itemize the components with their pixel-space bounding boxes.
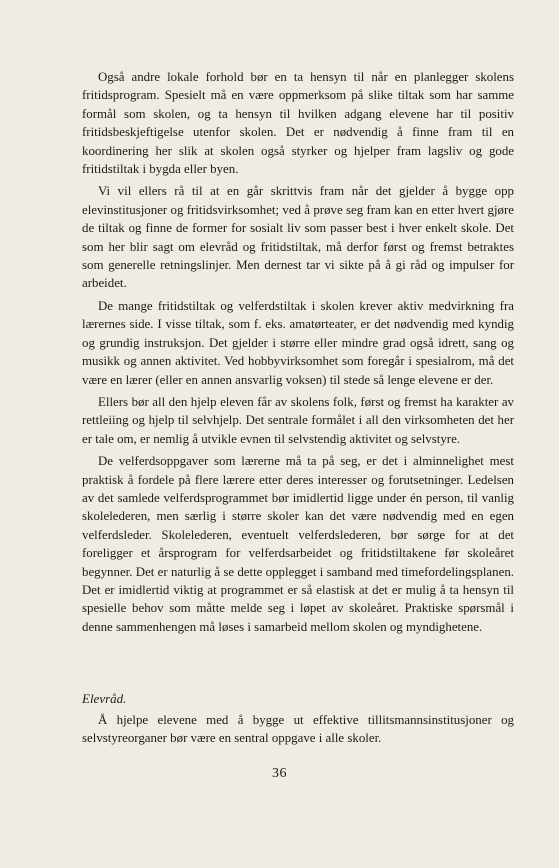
paragraph-2: Vi vil ellers rå til at en går skrittvis fram når det gjelder å bygge opp elevinstitusjoner og fritidsvirksomhet; ved å prøve seg fram kan en etter hvert gjøre de tiltak og finne de former for sosialt liv som passer best i hver enkelt skole. Det som her blir sagt om elevråd og fritidstiltak, må derfor først og fremst betraktes som generelle retningslinjer. Men dernest tar vi sikte på å gi råd og impulser for arbeidet. — [82, 184, 514, 291]
paragraph-3: De mange fritidstiltak og velferdstiltak i skolen krever aktiv medvirkning fra lærernes side. I visse tiltak, som f. eks. amatørteater, er det nødvendig med kyndig og grundig instruksjon. Det gjelder i større eller mindre grad også idrett, sang og musikk og annen aktivitet. Ved hobbyvirksomhet som foregår i spesialrom, må det være en lærer (eller en annen ansvarlig voksen) til stede så lenge elevene er der. — [82, 298, 514, 387]
section-paragraph: Å hjelpe elevene med å bygge ut effektive tillitsmannsinstitusjoner og selvstyreorganer bør være en sentral oppgave i alle skoler. — [82, 713, 514, 746]
page-number: 36 — [272, 766, 287, 781]
body-text — [82, 68, 514, 640]
paragraph-1: Også andre lokale forhold bør en ta hensyn til når en planlegger skolens fritidsprogram. Spesielt må en være oppmerksom på slike tiltak som har samme formål som skolen, og ta hensyn til hvilken adgang elevene har til positiv fritidsbeskjeftigelse utenfor skolen. Det er nødvendig å finne fram til en koordinering her slik at skolen også styrker og hjelper fram lagsliv og gode fritidstiltak i bygda eller byen. — [82, 70, 514, 177]
section-heading: Elevråd. — [82, 691, 127, 706]
paragraph-4: Ellers bør all den hjelp eleven får av skolens folk, først og fremst ha karakter av rettleiing og hjelp til selvhjelp. Det sentrale formålet i all den virksomheten det her er tale om, er nemlig å utvikle evnen til selvstendig aktivitet og selvstyre. — [82, 394, 514, 446]
paragraph-5: De velferdsoppgaver som lærerne må ta på seg, er det i alminnelighet mest praktisk å fordele på flere lærere etter deres interesser og forutsetninger. Ledelsen av det samlede velferdsprogrammet bør imidlertid ligge under én person, til vanlig skolelederen, men særlig i større skoler kan det være nødvendig med en egen velferdsleder. Skolelederen, eventuelt velferdslederen, bør sørge for at det foreligger et årsprogram for velferdsarbeidet og fritidstiltakene før skoleåret begynner. Det er naturlig å se dette opplegget i samband med timefordelingsplanen. Det er imidlertid viktig at programmet er så elastisk at det er mulig å ta hensyn til spesielle behov som måtte melde seg i løpet av skoleåret. Praktiske spørsmål i denne sammenhengen må løses i samarbeid mellom skolen og myndighetene. — [82, 454, 514, 634]
